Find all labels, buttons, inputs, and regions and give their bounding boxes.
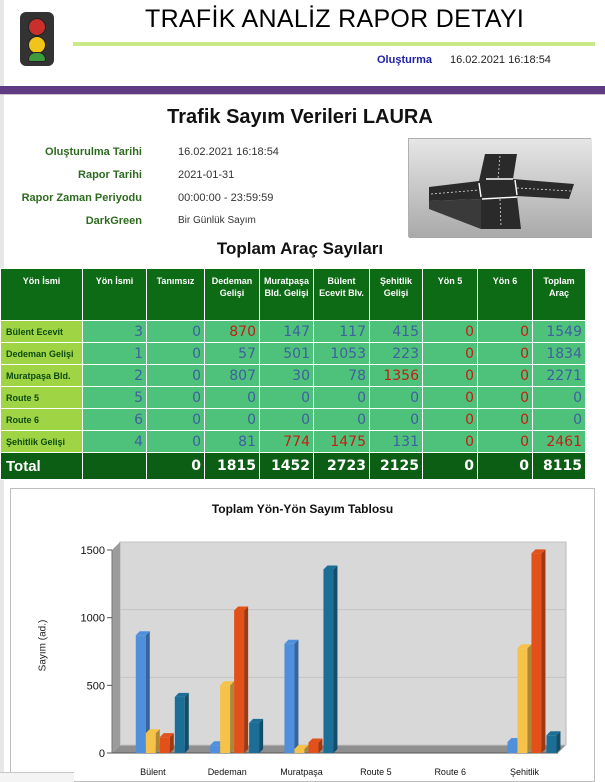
row-name-cell: Route 6 [1,409,83,431]
count-cell: 1053 [314,343,370,365]
info-label-created-date: Oluşturulma Tarihi [45,146,142,158]
chart-y-tick-label: 1000 [80,612,105,625]
col-header: Yön 5 [423,269,478,321]
chart-y-tick-label: 1500 [80,545,105,557]
count-cell: 78 [314,365,370,387]
chart-x-tick-label: Dedeman [207,767,247,777]
count-cell: 4 [83,431,147,453]
count-cell: 0 [370,387,423,409]
chart-bar-side [541,549,545,753]
info-label-time-period: Rapor Zaman Periyodu [21,192,142,204]
count-cell: 6 [83,409,147,431]
count-cell: 0 [260,409,314,431]
chart-x-tick-label: Muratpaşa [280,767,323,777]
count-cell: 0 [147,431,205,453]
count-cell: 0 [533,409,586,431]
chart-bar [308,742,318,753]
count-cell: 0 [205,409,260,431]
count-cell: 131 [370,431,423,453]
page-title: TRAFİK ANALİZ RAPOR DETAYI [145,5,525,33]
col-header: Toplam Araç [533,269,586,321]
row-name-cell: Route 5 [1,387,83,409]
chart-bar [234,610,244,753]
chart-bar-side [259,719,263,753]
created-label: Oluşturma [377,54,433,66]
count-cell: 0 [533,387,586,409]
chart-bar [249,723,259,753]
count-cell: 415 [370,321,423,343]
count-cell: 807 [205,365,260,387]
info-value-count-type: Bir Günlük Sayım [178,215,256,226]
count-cell: 0 [147,343,205,365]
row-name-cell: Dedeman Gelişi [1,343,83,365]
total-cell: 0 [423,453,478,480]
count-cell: 1834 [533,343,586,365]
total-cell: 1452 [260,453,314,480]
count-cell: 117 [314,321,370,343]
row-name-cell: Şehitlik Gelişi [1,431,83,453]
col-header: Muratpaşa Bld. Gelişi [260,269,314,321]
count-cell: 870 [205,321,260,343]
chart-x-tick-label: Şehitlik [510,767,540,777]
info-value-report-date: 2021-01-31 [178,169,235,181]
count-cell: 0 [370,409,423,431]
total-cell: 2723 [314,453,370,480]
chart-bar [517,648,527,753]
total-cell: 0 [478,453,533,480]
chart-y-tick-label: 0 [98,748,105,760]
count-cell: 0 [423,431,478,453]
chart-side-wall [112,542,120,753]
chart-bar [220,685,230,753]
count-cell: 2 [83,365,147,387]
count-cell: 0 [205,387,260,409]
col-header: Tanımsız [147,269,205,321]
report-title: Trafik Sayım Verileri LAURA [167,106,433,128]
total-cell: 0 [147,453,205,480]
chart-x-tick-label: Route 6 [434,767,466,777]
count-cell: 30 [260,365,314,387]
info-label-report-date: Rapor Tarihi [78,169,142,181]
chart-bar-side [230,681,234,753]
count-cell: 3 [83,321,147,343]
chart-bar-side [333,565,337,753]
col-header: Yön 6 [478,269,533,321]
count-cell: 1356 [370,365,423,387]
count-cell: 0 [314,409,370,431]
count-cell: 774 [260,431,314,453]
count-cell: 5 [83,387,147,409]
count-cell: 223 [370,343,423,365]
count-cell: 0 [423,321,478,343]
count-cell: 1 [83,343,147,365]
chart-bar [160,737,170,753]
count-cell: 501 [260,343,314,365]
table-title: Toplam Araç Sayıları [216,239,384,258]
chart-bar-side [156,729,160,753]
chart-y-tick-label: 500 [86,680,105,693]
chart-bar [507,742,517,753]
total-cell: 8115 [533,453,586,480]
count-cell: 0 [260,387,314,409]
chart-bar [210,745,220,753]
chart-bar-side [185,693,189,753]
chart-bar [284,644,294,753]
col-header: Şehitlik Gelişi [370,269,423,321]
chart-bar [146,733,156,753]
count-cell: 0 [478,409,533,431]
count-cell: 0 [147,387,205,409]
total-cell: 1815 [205,453,260,480]
chart-bar [323,569,333,753]
count-cell: 0 [423,365,478,387]
created-value: 16.02.2021 16:18:54 [450,54,551,66]
count-cell: 81 [205,431,260,453]
chart-y-axis-label: Sayım (ad.) [37,619,49,672]
chart-bar-side [294,640,298,753]
total-label: Total [1,453,83,480]
chart-title: Toplam Yön-Yön Sayım Tablosu [211,502,394,516]
count-cell: 1475 [314,431,370,453]
sheet-tab-strip[interactable] [0,772,74,782]
total-cell: 2125 [370,453,423,480]
chart-bar [531,553,541,753]
chart-bar [546,735,556,753]
info-label-color: DarkGreen [85,215,142,227]
count-cell: 0 [478,431,533,453]
info-value-created-date: 16.02.2021 16:18:54 [178,146,279,158]
count-cell: 0 [423,343,478,365]
chart-x-tick-label: Bülent [140,767,166,777]
count-cell: 2461 [533,431,586,453]
count-cell: 1549 [533,321,586,343]
count-cell: 0 [478,343,533,365]
chart-bar-side [244,606,248,753]
count-cell: 0 [147,321,205,343]
col-header: Bülent Ecevit Blv. [314,269,370,321]
count-cell: 0 [478,365,533,387]
count-cell: 2271 [533,365,586,387]
count-cell: 0 [478,321,533,343]
col-header: Dedeman Gelişi [205,269,260,321]
row-name-cell: Bülent Ecevit [1,321,83,343]
chart-bar-side [527,644,531,753]
count-cell: 0 [423,387,478,409]
count-cell: 0 [478,387,533,409]
chart-x-tick-label: Route 5 [360,767,392,777]
count-cell: 0 [147,409,205,431]
row-name-cell: Muratpaşa Bld. [1,365,83,387]
info-value-time-period: 00:00:00 - 23:59:59 [178,192,274,204]
chart-bar [136,635,146,753]
col-header: Yön İsmi [83,269,147,321]
chart-bar [175,697,185,753]
chart-bar [294,749,304,753]
count-cell: 147 [260,321,314,343]
count-cell: 0 [314,387,370,409]
count-cell: 0 [147,365,205,387]
count-cell: 57 [205,343,260,365]
count-cell: 0 [423,409,478,431]
col-header: Yön İsmi [1,269,83,321]
